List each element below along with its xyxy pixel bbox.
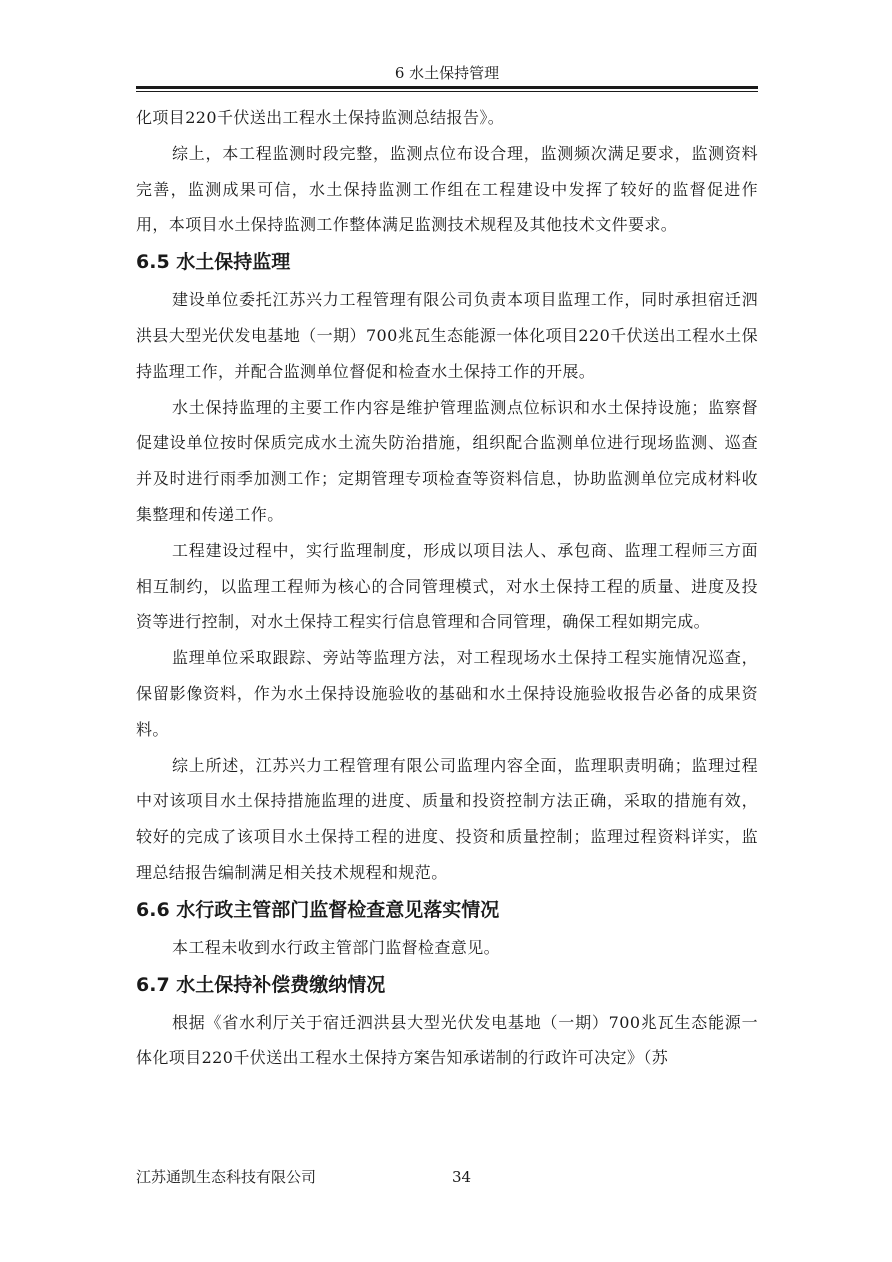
page-footer xyxy=(136,1166,758,1188)
paragraph-supervision-methods: 监理单位采取跟踪、旁站等监理方法，对工程现场水土保持工程实施情况巡查，保留影像资料，作为水土保持设施验收的基础和水土保持设施验收报告必备的成果资料。 xyxy=(136,648,758,739)
document-body xyxy=(136,100,758,1076)
paragraph-supervision-system: 工程建设过程中，实行监理制度，形成以项目法人、承包商、监理工程师三方面相互制约，以监理工程师为核心的合同管理模式，对水土保持工程的质量、进度及投资等进行控制，对水土保持工程实行信息管理和合同管理，确保工程如期完成。 xyxy=(136,540,758,632)
paragraph-compensation-fee: 根据《省水利厅关于宿迁泗洪县大型光伏发电基地（一期）700兆瓦生态能源一体化项目220千伏送出工程水土保持方案告知承诺制的行政许可决定》（苏 xyxy=(136,1012,758,1068)
paragraph-monitoring-summary: 综上，本工程监测时段完整，监测点位布设合理，监测频次满足要求，监测资料完善，监测成果可信，水土保持监测工作组在工程建设中发挥了较好的监督促进作用，本项目水土保持监测工作整体满足监测技术规程及其他技术文件要求。 xyxy=(136,143,758,235)
header-chapter-title: 6 水土保持管理 xyxy=(394,64,500,82)
section-heading-6-6: 6.6 水行政主管部门监督检查意见落实情况 xyxy=(136,898,500,921)
footer-company-name: 江苏通凯生态科技有限公司 xyxy=(136,1168,317,1186)
paragraph-supervision-summary: 综上所述，江苏兴力工程管理有限公司监理内容全面，监理职责明确；监理过程中对该项目水土保持措施监理的进度、质量和投资控制方法正确，采取的措施有效，较好的完成了该项目水土保持工程的进度、投资和质量控制；监理过程资料详实，监理总结报告编制满足相关技术规程和规范。 xyxy=(136,755,758,882)
paragraph-supervision-duties: 水土保持监理的主要工作内容是维护管理监测点位标识和水土保持设施；监察督促建设单位按时保质完成水土流失防治措施，组织配合监测单位进行现场监测、巡查并及时进行雨季加测工作；定期管理专项检查等资料信息，协助监测单位完成材料收集整理和传递工作。 xyxy=(136,397,758,524)
paragraph-continuation: 化项目220千伏送出工程水土保持监测总结报告》。 xyxy=(136,108,505,127)
header-rule-thin xyxy=(136,91,758,92)
section-heading-6-5: 6.5 水土保持监理 xyxy=(136,251,291,274)
paragraph-supervision-entrust: 建设单位委托江苏兴力工程管理有限公司负责本项目监理工作，同时承担宿迁泗洪县大型光伏发电基地（一期）700兆瓦生态能源一体化项目220千伏送出工程水土保持监理工作，并配合监测单位督促和检查水土保持工作的开展。 xyxy=(136,290,758,381)
paragraph-inspection-opinions: 本工程未收到水行政主管部门监督检查意见。 xyxy=(172,937,501,957)
section-heading-6-7: 6.7 水土保持补偿费缴纳情况 xyxy=(136,973,386,996)
header-rule xyxy=(136,86,758,89)
page-number: 34 xyxy=(452,1168,472,1186)
page-header xyxy=(136,62,758,84)
